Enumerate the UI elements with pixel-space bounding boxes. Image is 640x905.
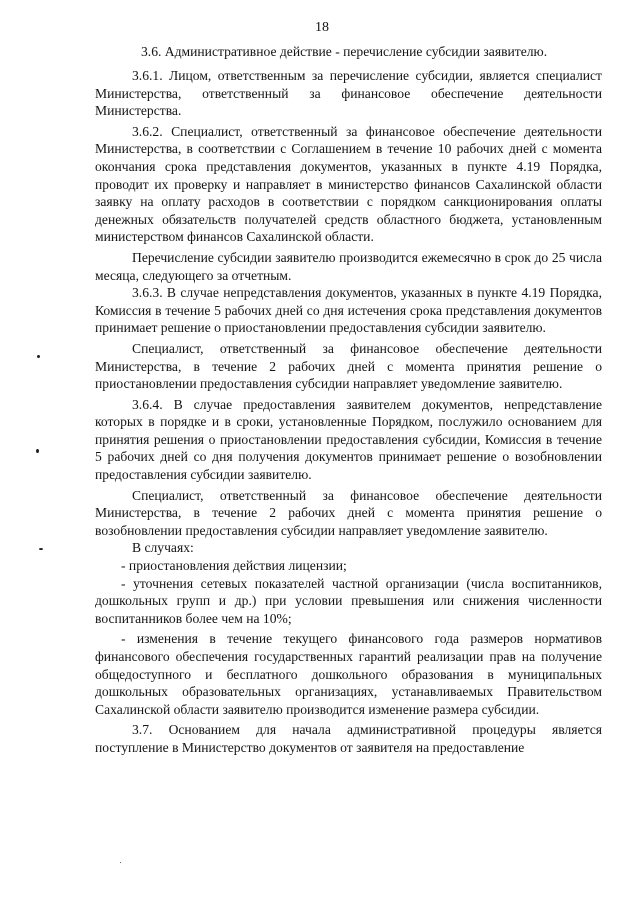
scan-mark (37, 355, 40, 358)
paragraph-3-7: 3.7. Основанием для начала административной процедуры является поступление в Министерство документов от заявителя на предоставление (95, 722, 602, 755)
paragraph-resumption-notice: Специалист, ответственный за финансовое обеспечение деятельности Министерства, в течение 2 рабочих дней с момента принятия решение о возобновлении предоставления субсидии направляет уведомление заявителю. (95, 487, 602, 538)
scan-speck (120, 862, 121, 863)
paragraph-3-6-2: 3.6.2. Специалист, ответственный за финансовое обеспечение деятельности Министерства, в соответствии с Соглашением в течение 10 рабочих дней с момента окончания срока представления документов, указанных в пункте 4.19 Порядка, проводит их проверку и направляет в министерство финансов Сахалинской области заявку на оплату расходов в соответствии с порядком санкционирования оплаты денежных обязательств получателей средств областного бюджета, установленным министерством финансов Сахалинской области. (95, 123, 602, 245)
paragraph-3-6-3: 3.6.3. В случае непредставления документов, указанных в пункте 4.19 Порядка, Комиссия в течение 5 рабочих дней со дня истечения срока представления документов принимает решение о приостановлении предоставления субсидии заявителю. (95, 285, 602, 336)
list-item-network-indicators: - уточнения сетевых показателей частной организации (числа воспитанников, дошкольных групп и др.) при условии превышения или снижения численности воспитанников более чем на 10%; (95, 575, 602, 626)
page-number: 18 (315, 20, 329, 35)
paragraph-suspension-notice: Специалист, ответственный за финансовое обеспечение деятельности Министерства, в течение 2 рабочих дней с момента принятия решение о приостановлении предоставления субсидии направляет уведомление заявителю. (95, 340, 602, 392)
document-body (95, 67, 602, 757)
paragraph-3-6-4: 3.6.4. В случае предоставления заявителем документов, непредставление которых в порядке и в сроки, установленные Порядком, послужило основанием для принятия решения о приостановлении предоставления субсидии, Комиссия в течение 5 рабочих дней со дня получения документов принимает решение о возобновлении предоставления субсидии заявителю. (95, 396, 602, 483)
scan-mark (39, 548, 43, 550)
section-heading: 3.6. Административное действие - перечисление субсидии заявителю. (141, 44, 548, 59)
paragraph-payment-deadline: Перечисление субсидии заявителю производится ежемесячно в срок до 25 числа месяца, следующего за отчетным. (95, 249, 602, 283)
paragraph-cases-intro: В случаях: (132, 540, 194, 556)
paragraph-3-6-1: 3.6.1. Лицом, ответственным за перечисление субсидии, является специалист Министерства, ответственный за финансовое обеспечение деятельности Министерства. (95, 68, 602, 119)
list-item-normative-changes: - изменения в течение текущего финансового года размеров нормативов финансового обеспечения государственных гарантий реализации прав на получение общедоступного и бесплатного дошкольного образования в муниципальных дошкольных образовательных организациях, устанавливаемых Правительством Сахалинской области заявителю производится изменение размера субсидии. (95, 631, 602, 717)
list-item-license-suspension: - приостановления действия лицензии; (121, 558, 347, 574)
scan-mark (36, 449, 39, 453)
